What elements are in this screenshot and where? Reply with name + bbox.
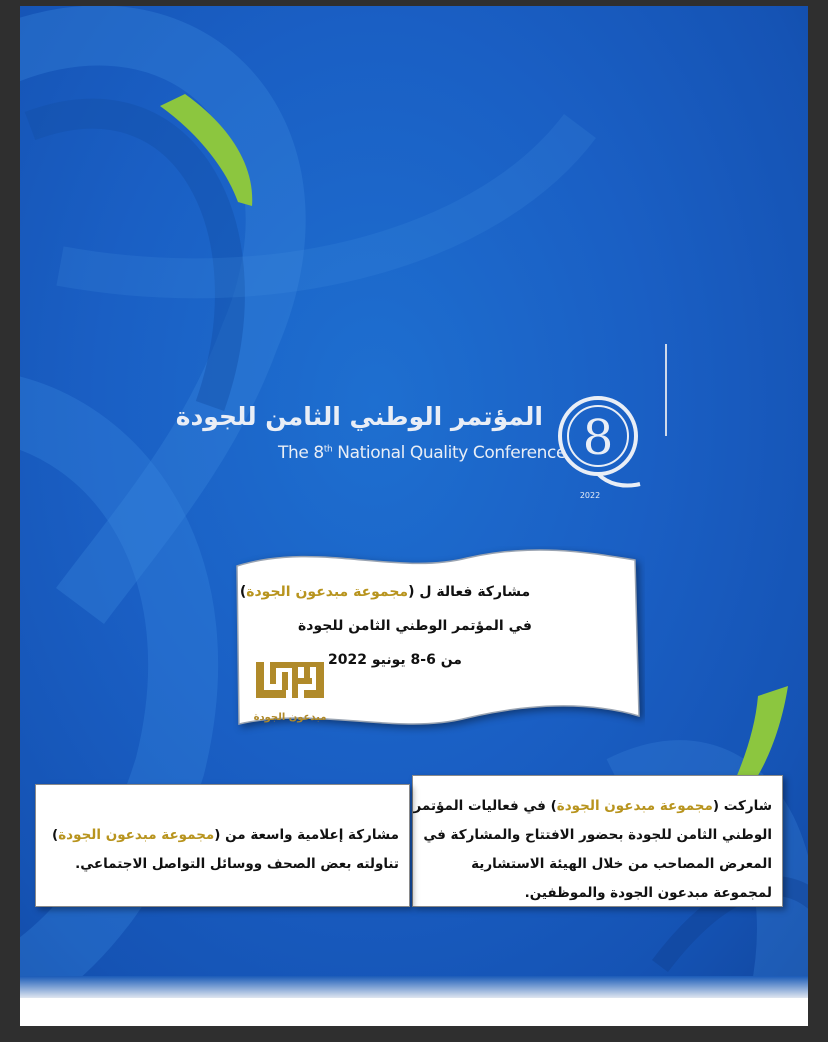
banner-line1-suffix: ): [239, 584, 247, 600]
media-line-1: [52, 827, 399, 843]
participation-line-3: المعرض المصاحب من خلال الهيئة الاستشارية: [471, 856, 772, 872]
media-line-2: تناولته بعض الصحف ووسائل التواصل الاجتماعي.: [75, 856, 399, 872]
calligraphy-logo-icon: [252, 656, 328, 706]
conference-title-arabic: المؤتمر الوطني الثامن للجودة: [175, 402, 543, 431]
conference-title-english: [278, 443, 567, 463]
conference-emblem-icon: [548, 376, 648, 501]
media-line1-suffix: ): [52, 827, 59, 843]
banner-line-3: من 6-8 يونيو 2022: [328, 652, 462, 668]
participation-line-2: الوطني الثامن للجودة بحضور الافتتاح والمشاركة في: [423, 827, 772, 843]
emblem-year: 2022: [579, 491, 601, 500]
divider-line: [665, 344, 667, 436]
group-logo-caption: مبدعون الجودة: [253, 712, 327, 723]
english-title-sup: th: [323, 444, 333, 455]
media-line1-prefix: مشاركة إعلامية واسعة من (: [214, 827, 399, 843]
participation-highlight: مجموعة مبدعون الجودة: [556, 798, 713, 814]
banner-line1-prefix: مشاركة فعالة ل (: [408, 584, 531, 600]
document-page: [20, 6, 808, 1026]
banner-line-1: [215, 584, 555, 600]
participation-line1-prefix: شاركت (: [712, 798, 772, 814]
participation-line-4: لمجموعة مبدعون الجودة والموظفين.: [524, 885, 772, 901]
emblem-number: 8: [582, 410, 614, 466]
english-title-suffix: National Quality Conference: [332, 443, 567, 463]
participation-line1-suffix: ) في فعاليات المؤتمر: [413, 798, 557, 814]
banner-line-2: في المؤتمر الوطني الثامن للجودة: [298, 618, 532, 634]
participation-line-1: [414, 798, 772, 814]
english-title-prefix: The 8: [278, 443, 324, 463]
group-logo: [249, 656, 331, 726]
banner-highlight: مجموعة مبدعون الجودة: [246, 584, 409, 600]
participation-box: [412, 775, 783, 907]
media-box: [35, 784, 410, 907]
media-highlight: مجموعة مبدعون الجودة: [58, 827, 215, 843]
